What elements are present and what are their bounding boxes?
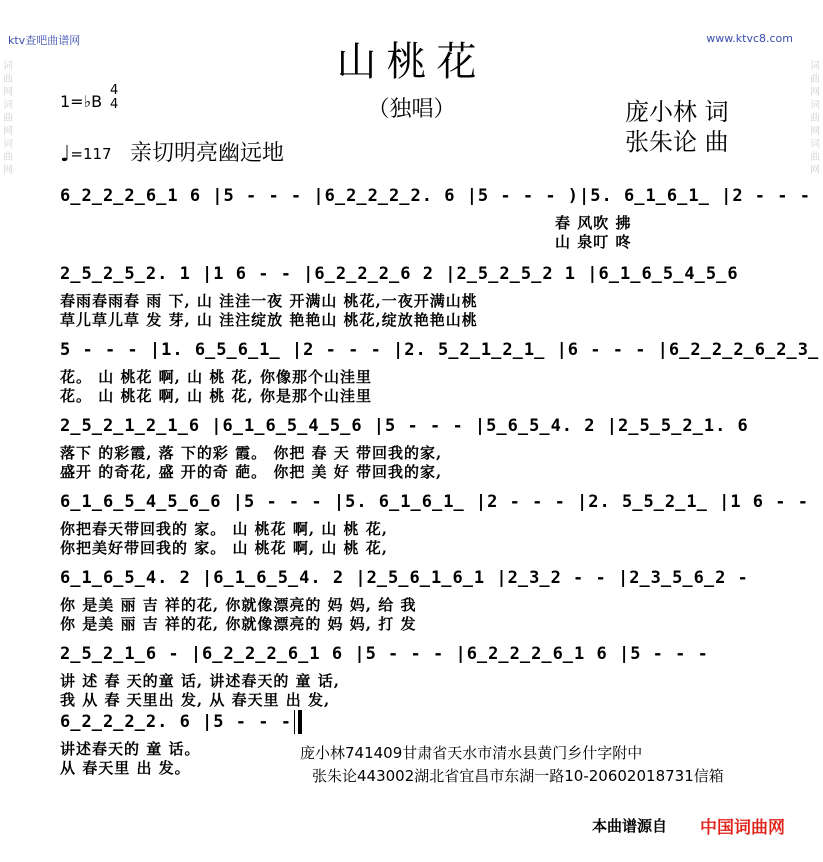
tempo-marking [60,140,112,165]
time-signature [110,84,118,112]
side-watermark-right: 词曲网词曲网词曲网 [810,61,820,176]
key-signature: 1=♭B [60,92,103,111]
notation-line: 6̲1̲6̲5̲4. 2 |6̲1̲6̲5̲4. 2 |2̲5̲6̲1̲6̲1 |2̲3̲2 - - |2̲3̲5̲6̲2 - [60,568,749,588]
notation-line: 6̲2̲2̲2̲6̲1 6 |5 - - - |6̲2̲2̲2̲2. 6 |5 - - - )|5. 6̲1̲6̲1̲ |2 - - - [60,186,811,206]
meter-top: 4 [110,83,119,98]
final-barline-thick [298,710,302,734]
lyric-line: 从 春天里 出 发。 [60,759,191,777]
lyric-line: 你把春天带回我的 家。 山 桃花 啊, 山 桃 花, [60,520,389,538]
notation-line: 5 - - - |1. 6̲5̲6̲1̲ |2 - - - |2. 5̲2̲1̲2̲1̲ |6 - - - |6̲2̲2̲2̲6̲2̲3̲ [60,340,820,360]
lyric-line: 你把美好带回我的 家。 山 桃花 啊, 山 桃 花, [60,539,389,557]
notation-line: 2̲5̲2̲1̲2̲1̲6 |6̲1̲6̲5̲4̲5̲6 |5 - - - |5̲6̲5̲4. 2 |2̲5̲5̲2̲1. 6 [60,416,749,436]
lyric-line: 讲 述 春 天的童 话, 讲述春天的 童 话, [60,672,341,690]
lyric-line: 花。 山 桃花 啊, 山 桃 花, 你是那个山洼里 [60,387,373,405]
lyricist-credit: 庞小林 词 [625,98,729,126]
final-barline-thin [294,710,295,734]
lyric-line: 草儿草儿草 发 芽, 山 洼注绽放 艳艳山 桃花,绽放艳艳山桃 [60,311,478,329]
lyric-line: 我 从 春 天里出 发, 从 春天里 出 发, [60,691,331,709]
quarter-note-icon: ♩ [60,142,71,167]
song-title: 山桃花 [336,39,487,85]
notation-line: 2̲5̲2̲1̲6 - |6̲2̲2̲2̲6̲1 6 |5 - - - |6̲2̲2̲2̲6̲1 6 |5 - - - [60,644,709,664]
lyric-line: 你 是美 丽 吉 祥的花, 你就像漂亮的 妈 妈, 给 我 [60,596,417,614]
lyric-line: 花。 山 桃花 啊, 山 桃 花, 你像那个山洼里 [60,368,373,386]
composer-credit: 张朱论 曲 [625,128,729,156]
source-site[interactable]: 中国词曲网 [700,818,785,838]
lyric-line: 山 泉叮 咚 [555,233,632,251]
notation-line: 6̲1̲6̲5̲4̲5̲6̲6 |5 - - - |5. 6̲1̲6̲1̲ |2 - - - |2. 5̲5̲2̲1̲ |1 6 - - [60,492,809,512]
watermark-right: www.ktvc8.com [706,32,793,45]
lyric-line: 讲述春天的 童 话。 [60,740,201,758]
lyric-line: 春 风吹 拂 [555,214,632,232]
song-subtitle: （独唱） [367,97,456,122]
source-label: 本曲谱源自 [592,817,668,835]
lyric-line: 盛开 的奇花, 盛 开的奇 葩。 你把 美 好 带回我的家, [60,463,443,481]
watermark-left: ktv查吧曲谱网 [8,34,81,47]
tempo-value: =117 [70,145,112,163]
expression-marking: 亲切明亮幽远地 [130,141,285,166]
meter-bottom: 4 [110,97,119,112]
composer-contact: 张朱论443002湖北省宜昌市东湖一路10-20602018731信箱 [312,767,724,785]
notation-line: 6̲2̲2̲2̲2. 6 |5 - - - [60,712,292,732]
notation-line: 2̲5̲2̲5̲2. 1 |1 6 - - |6̲2̲2̲2̲6 2 |2̲5̲2̲5̲2 1 |6̲1̲6̲5̲4̲5̲6 [60,264,739,284]
lyric-line: 春雨春雨春 雨 下, 山 洼洼一夜 开满山 桃花,一夜开满山桃 [60,292,478,310]
lyric-line: 落下 的彩霞, 落 下的彩 霞。 你把 春 天 带回我的家, [60,444,443,462]
lyricist-contact: 庞小林741409甘肃省天水市清水县黄门乡什字附中 [300,744,643,762]
lyric-line: 你 是美 丽 吉 祥的花, 你就像漂亮的 妈 妈, 打 发 [60,615,417,633]
side-watermark-left: 词曲网词曲网词曲网 [3,61,13,176]
